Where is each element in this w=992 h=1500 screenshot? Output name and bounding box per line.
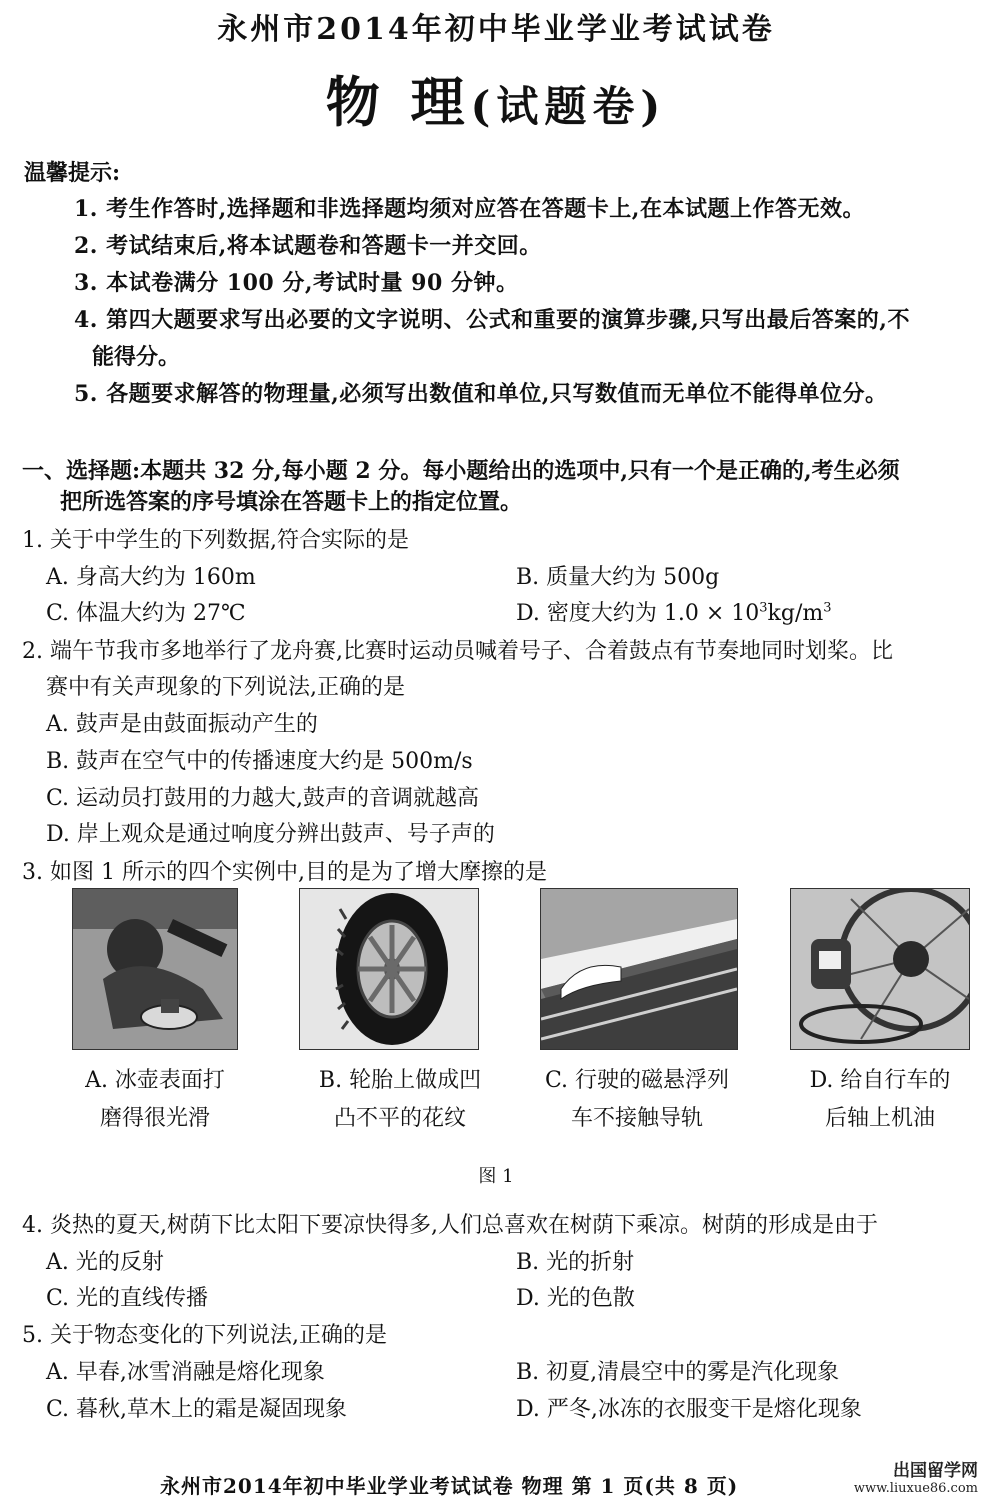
question-4-option-d: D. 光的色散 bbox=[516, 1286, 635, 1311]
subject-title bbox=[0, 60, 992, 137]
option-d-unit: kg/m bbox=[767, 601, 824, 626]
question-1-option-a: A. 身高大约为 160m bbox=[46, 565, 256, 590]
question-4-stem: 4. 炎热的夏天,树荫下比太阳下要凉快得多,人们总喜欢在树荫下乘凉。树荫的形成是由于 bbox=[22, 1213, 878, 1238]
question-2-option-d: D. 岸上观众是通过响度分辨出鼓声、号子声的 bbox=[46, 822, 495, 847]
figure-curling-photo bbox=[72, 888, 238, 1050]
watermark-url: www.liuxue86.com bbox=[853, 1481, 978, 1496]
subject-name: 物 理 bbox=[325, 70, 471, 134]
question-2-option-a: A. 鼓声是由鼓面振动产生的 bbox=[46, 712, 318, 737]
figure-caption-d bbox=[792, 1062, 968, 1138]
site-watermark bbox=[854, 1462, 978, 1498]
caption-line: 磨得很光滑 bbox=[99, 1106, 210, 1131]
figure-label: 图 1 bbox=[478, 1166, 514, 1187]
question-5-option-c: C. 暮秋,草木上的霜是凝固现象 bbox=[46, 1397, 348, 1422]
question-5-option-a: A. 早春,冰雪消融是熔化现象 bbox=[46, 1360, 325, 1385]
page-footer: 永州市2014年初中毕业学业考试试卷 物理 第 1 页(共 8 页) bbox=[160, 1474, 739, 1498]
tip-item-continuation: 能得分。 bbox=[92, 344, 181, 370]
figure-tire-photo bbox=[299, 888, 479, 1050]
figure-maglev-train-photo bbox=[540, 888, 738, 1050]
question-1-option-d bbox=[516, 596, 832, 627]
question-5-stem: 5. 关于物态变化的下列说法,正确的是 bbox=[22, 1323, 387, 1348]
caption-line: C. 行驶的磁悬浮列 bbox=[544, 1068, 730, 1093]
question-1-option-b: B. 质量大约为 500g bbox=[516, 565, 720, 590]
question-2-option-b: B. 鼓声在空气中的传播速度大约是 500m/s bbox=[46, 749, 473, 774]
exponent: 3 bbox=[823, 600, 832, 616]
question-2-option-c: C. 运动员打鼓用的力越大,鼓声的音调就越高 bbox=[46, 786, 480, 811]
question-2-stem: 2. 端午节我市多地举行了龙舟赛,比赛时运动员喊着号子、合着鼓点有节奏地同时划桨。比 bbox=[22, 639, 893, 664]
figure-caption-a bbox=[70, 1062, 240, 1138]
subject-suffix: (试题卷) bbox=[470, 82, 667, 131]
tip-item: 1. 考生作答时,选择题和非选择题均须对应答在答题卡上,在本试题上作答无效。 bbox=[74, 196, 865, 222]
tips-title: 温馨提示: bbox=[24, 160, 121, 186]
section-heading: 一、选择题:本题共 32 分,每小题 2 分。每小题给出的选项中,只有一个是正确的,考生必须 bbox=[22, 458, 900, 484]
question-5-option-d: D. 严冬,冰冻的衣服变干是熔化现象 bbox=[516, 1397, 862, 1422]
question-2-stem-continuation: 赛中有关声现象的下列说法,正确的是 bbox=[46, 675, 405, 700]
caption-line: 凸不平的花纹 bbox=[333, 1106, 466, 1131]
caption-line: 车不接触导轨 bbox=[570, 1106, 703, 1131]
figure-bicycle-axle-photo bbox=[790, 888, 970, 1050]
tip-item: 3. 本试卷满分 100 分,考试时量 90 分钟。 bbox=[74, 270, 519, 296]
exam-title: 永州市2014年初中毕业学业考试试卷 bbox=[217, 12, 775, 47]
question-5-option-b: B. 初夏,清晨空中的雾是汽化现象 bbox=[516, 1360, 840, 1385]
option-d-prefix: D. 密度大约为 1.0 × 10 bbox=[516, 601, 760, 626]
tip-item: 2. 考试结束后,将本试题卷和答题卡一并交回。 bbox=[74, 233, 542, 259]
question-3-stem: 3. 如图 1 所示的四个实例中,目的是为了增大摩擦的是 bbox=[22, 860, 547, 885]
figure-caption-b bbox=[300, 1062, 500, 1138]
caption-line: A. 冰壶表面打 bbox=[85, 1068, 225, 1093]
question-1-option-c: C. 体温大约为 27℃ bbox=[46, 601, 246, 626]
question-4-option-a: A. 光的反射 bbox=[46, 1250, 164, 1275]
exponent: 3 bbox=[759, 600, 768, 616]
section-heading-continuation: 把所选答案的序号填涂在答题卡上的指定位置。 bbox=[60, 489, 523, 515]
tip-item: 5. 各题要求解答的物理量,必须写出数值和单位,只写数值而无单位不能得单位分。 bbox=[74, 381, 888, 407]
caption-line: B. 轮胎上做成凹 bbox=[318, 1068, 482, 1093]
caption-line: 后轴上机油 bbox=[824, 1106, 935, 1131]
question-4-option-c: C. 光的直线传播 bbox=[46, 1286, 209, 1311]
question-4-option-b: B. 光的折射 bbox=[516, 1250, 635, 1275]
watermark-name: 出国留学网 bbox=[893, 1461, 978, 1481]
figure-caption-c bbox=[526, 1062, 748, 1138]
caption-line: D. 给自行车的 bbox=[809, 1068, 951, 1093]
question-1-stem: 1. 关于中学生的下列数据,符合实际的是 bbox=[22, 528, 409, 553]
tip-item: 4. 第四大题要求写出必要的文字说明、公式和重要的演算步骤,只写出最后答案的,不 bbox=[74, 307, 910, 333]
